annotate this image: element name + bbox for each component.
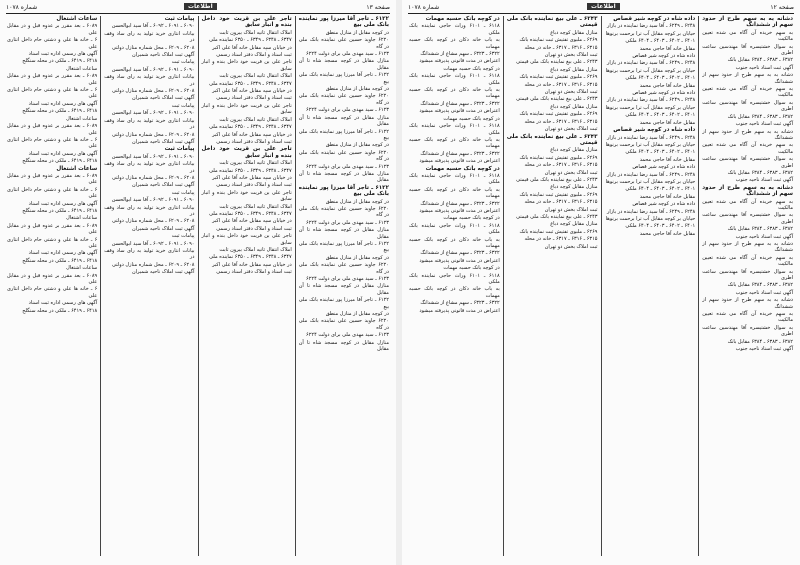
notice-paragraph: ۶۰۹۰ ـ ۶۰۹۱ ـ ۶۰۹۲ ـ آقا سید ابوالحسن xyxy=(111,66,195,73)
notice-paragraph: ۶۳۴۷ ـ ۶۳۴۸ ـ ۶۳۴۹ ـ ۶۳۵۰ نماینده ملی xyxy=(209,254,292,261)
notice-paragraph: منازل مقابل در کوچه مسجد شاه تا آن مقابل xyxy=(298,58,389,71)
notice-paragraph: آگهی های رسمی اداره ثبت اسناد xyxy=(28,300,98,307)
notice-paragraph: تاجر علی بن قربت خود داخل بنده و انبار سابق xyxy=(201,59,292,72)
columns xyxy=(4,16,392,556)
notice-paragraph: دشانه به به سهم طرح از حدود سهم از ششدانگ xyxy=(702,184,793,198)
notice-paragraph: ۶۲۰۸ ـ ۶۲۰۹ ـ محل شماره منازل دولتی xyxy=(112,261,195,268)
notice-paragraph: ثبت اسناد و املاک دفتر اسناد رسمی xyxy=(216,52,292,59)
notice-paragraph: آگهی ثبت اسناد ناحیه جنوب xyxy=(735,121,793,128)
notice-paragraph: ۶۲۴۸ ـ ۶۲۴۹ ـ آقا سید رضا نماینده در بازار xyxy=(606,23,696,30)
notice-paragraph: ۶۳۴۷ ـ ۶۳۴۸ ـ ۶۳۴۹ ـ ۶۳۵۰ نماینده ملی xyxy=(209,80,292,87)
notice-paragraph: ۶ ـ خانه ها علی و دشتی حام داخل انتاری علی xyxy=(7,236,98,249)
notice-paragraph: داده شاه در کوچه شیر قصاص xyxy=(632,53,696,60)
notice-paragraph: در کوچه مقابل از منازل منطق xyxy=(325,311,389,318)
page-number: صفحه ۱۲ xyxy=(770,4,794,11)
notice-paragraph: در کوچه مقابل از منازل منطق xyxy=(325,198,389,205)
notice-paragraph: ۶۱۲۲ ـ تاجر آقا میرزا پور نماینده بانک ملی بیع xyxy=(298,297,389,310)
text-column xyxy=(601,16,699,556)
notice-paragraph: ساعات اشتغال xyxy=(66,115,98,122)
notice-paragraph: ۶۱۲۲ ـ تاجر آقا میرزا پور نماینده بانک ملی بیع xyxy=(298,16,389,29)
issue-number: شماره ۱۰۷۸ xyxy=(6,4,38,11)
notice-paragraph: به باب خانه دکان در کوچه بانک حسبه مهمات xyxy=(409,136,500,150)
notice-paragraph: اعتراض در مدت قانونی پذیرفته میشود xyxy=(419,158,500,165)
notice-paragraph: اعتراض در مدت قانونی پذیرفته میشود xyxy=(419,257,500,264)
notice-paragraph: ثبت املاک بخش دو تهران xyxy=(544,52,598,59)
notice-paragraph: پیامات ثبت xyxy=(171,102,195,109)
notice-paragraph: ۶۲۶۹ ـ ملبوی تفتیش ثبت نماینده بانک xyxy=(519,74,598,81)
notice-paragraph: داده شاه در کوچه شیر قصاص xyxy=(632,90,696,97)
notice-paragraph: ۶۱۲۳ ـ سید مهدی ملی برای دولت ۶۲۲۴ xyxy=(306,332,389,339)
notice-paragraph: املاک انتقال ثانیه املاک بیرون ثابت xyxy=(219,203,292,210)
notice-paragraph: ۶۲۰۸ ـ ۶۲۰۹ ـ محل شماره منازل دولتی xyxy=(112,131,195,138)
notice-paragraph: منازل مقابل در کوچه مسجد شاه تا آن مقابل xyxy=(298,339,389,353)
notice-paragraph: دشانه به به سهم طرح از حدود سهم از ششدانگ xyxy=(702,72,793,85)
notice-paragraph: ۶۴۱۸ ـ ۶۴۱۹ ـ ملکی در محله سنگلج xyxy=(22,108,98,115)
notice-paragraph: ۶۳۴۷ ـ ۶۳۴۸ ـ ۶۳۴۹ ـ ۶۳۵۰ نماینده ملی xyxy=(209,167,292,174)
notice-paragraph: ۶ ـ خانه ها علی و دشتی حام داخل انتاری علی xyxy=(7,87,98,100)
notice-paragraph: ۶۳۱۵ ـ ۶۳۱۶ ـ ۶۳۱۷ ـ خانه در محله xyxy=(524,199,598,206)
notice-paragraph: ۶۱۱۸ ـ ۶۱۰۱ وراث حاجی نماینده بانک ملکی xyxy=(409,73,500,86)
notice-paragraph: منازل مقابل کوچه دباغ xyxy=(550,221,598,228)
notice-paragraph: ۶۲۲۰ جاوید حسین علی نماینده بانک ملی در گاه xyxy=(298,149,389,163)
notice-paragraph: ثبت اسناد و املاک دفتر اسناد رسمی xyxy=(216,269,292,276)
notice-paragraph: ۶۱۲۲ ـ تاجر آقا میرزا پور نماینده بانک ملی بیع xyxy=(298,72,389,85)
issue-number: شماره ۱۰۷۸ xyxy=(408,4,440,11)
notice-paragraph: ۶۳۲۲ ـ ۶۳۲۳ ـ سهم مشاع از ششدانگ xyxy=(420,51,500,58)
notice-paragraph: منازل مقابل در کوچه مسجد شاه تا آن مقابل xyxy=(298,170,389,184)
notice-paragraph: منازل مقابل در کوچه مسجد شاه تا آن مقابل xyxy=(298,227,389,240)
notice-paragraph: ثبت املاک بخش دو تهران xyxy=(544,169,598,176)
notice-paragraph: در خیابان سپه مقابل خانه آقا علی اکبر xyxy=(212,44,292,51)
notice-paragraph: ۶۱۱۸ ـ ۶۱۰۱ وراث حاجی نماینده بانک ملکی xyxy=(409,222,500,236)
notice-paragraph: املاک انتقال ثانیه املاک بیرون ثابت xyxy=(219,247,292,253)
notice-paragraph: ۶۲۲۰ جاوید حسین علی نماینده بانک ملی در گاه xyxy=(298,205,389,219)
notice-paragraph: ۶۴۰۱ ـ ۶۴۰۲ ـ ۶۴۰۳ ـ ۶۴۰۴ ملکی xyxy=(625,223,696,230)
notice-paragraph: ۶۲۴۳ ـ علی بیغ نماینده بانک ملی قیمتی xyxy=(506,133,598,146)
masthead: اطلاعات xyxy=(184,3,217,10)
notice-paragraph: منازل مقابل در کوچه مسجد شاه تا آن مقابل xyxy=(298,283,389,296)
notice-paragraph: آگهی ثبت اسناد ناحیه جنوب xyxy=(735,177,793,184)
notice-paragraph: داده شاه در کوچه شیر قصاص xyxy=(632,201,696,208)
notice-paragraph: ۶۳۸۲ ـ ۶۳۸۳ ـ ۶۳۸۴ مقابل بانک xyxy=(727,57,793,64)
notice-paragraph: آگهی ثبت املاک ناحیه شمیران xyxy=(131,225,195,232)
notice-paragraph: ۶۳۱۵ ـ ۶۳۱۶ ـ ۶۳۱۷ ـ خانه در محله xyxy=(524,118,598,125)
notice-paragraph: ۶۲۰۸ ـ ۶۲۰۹ ـ محل شماره منازل دولتی xyxy=(112,174,195,181)
notice-paragraph: آگهی ثبت املاک ناحیه شمیران xyxy=(131,52,195,59)
notice-paragraph: ۶۱۲۲ ـ تاجر آقا میرزا پور نماینده بانک ملی بیع xyxy=(298,128,389,141)
notice-paragraph: مقابل خانه آقا حاجی محمد xyxy=(639,156,696,163)
notice-paragraph: به باب خانه دکان در کوچه بانک حسبه مهمات xyxy=(409,186,500,200)
notice-paragraph: ۶۲۴۸ ـ ۶۲۴۹ ـ آقا سید رضا نماینده در بازار xyxy=(606,97,696,104)
notice-paragraph: منازل مقابل کوچه دباغ xyxy=(550,103,598,110)
notice-paragraph: تاجر علی بن قربت خود داخل بنده و انبار سابق xyxy=(201,16,292,29)
notice-paragraph: ۶۲۴۳ ـ علی بیغ نماینده بانک ملی قیمتی xyxy=(516,59,598,66)
notice-paragraph: به سوال خشتیسره آقا مهندسین ساعت اطری xyxy=(702,156,793,169)
notice-paragraph: ۶۰۸۹ ـ بعد مقرر بر عدوه قبل و در مقابل علی xyxy=(7,172,98,186)
notice-paragraph: ۶۱۲۳ ـ سید مهدی ملی برای دولت ۶۲۲۴ xyxy=(306,51,389,58)
notice-paragraph: تاجر علی بن قربت خود داخل بنده و انبار سابق xyxy=(201,189,292,203)
notice-paragraph: ۶۳۱۵ ـ ۶۳۱۶ ـ ۶۳۱۷ ـ خانه در محله xyxy=(524,81,598,88)
notice-paragraph: در کوچه بانک حسبه مهمات xyxy=(443,65,500,72)
notice-paragraph: آگهی ثبت اسناد ناحیه جنوب xyxy=(735,64,793,71)
text-column xyxy=(295,16,392,556)
notice-paragraph: آگهی های رسمی اداره ثبت اسناد xyxy=(28,51,98,58)
notice-paragraph: در کوچه بانک حسبه مهمات xyxy=(443,115,500,122)
notice-paragraph: ۶۰۸۹ ـ بعد مقرر بر عدوه قبل و در مقابل علی xyxy=(7,272,98,286)
notice-paragraph: ۶۰۹۰ ـ ۶۰۹۱ ـ ۶۰۹۲ ـ آقا سید ابوالحسن xyxy=(111,23,195,30)
notice-paragraph: پیامات ثبت xyxy=(171,189,195,196)
notice-paragraph: در کوچه بانک حسبه مهمات xyxy=(425,165,500,172)
notice-paragraph: ۶۰۹۰ ـ ۶۰۹۱ ـ ۶۰۹۲ ـ آقا سید ابوالحسن xyxy=(111,110,195,117)
notice-paragraph: حیابان بر کوچه مقابل آب ترا برحمت برنوها xyxy=(605,215,696,222)
notice-paragraph: ساعات اشتغال xyxy=(66,265,98,272)
notice-paragraph: ساعات اشتغال xyxy=(66,65,98,72)
notice-paragraph: منازل مقابل کوچه دباغ xyxy=(550,66,598,73)
notice-paragraph: آگهی های رسمی اداره ثبت اسناد xyxy=(28,100,98,107)
notice-paragraph: مقابل خانه آقا حاجی محمد xyxy=(639,45,696,52)
notice-paragraph: پیامات ثبت xyxy=(171,59,195,66)
text-column xyxy=(198,16,295,556)
notice-paragraph: در کوچه بانک حسبه مهمات xyxy=(443,215,500,222)
notice-paragraph: بیانات انتاری خرید تولید به رای ساد وقف در xyxy=(104,204,195,217)
columns xyxy=(406,16,796,556)
notice-paragraph: ۶۴۱۸ ـ ۶۴۱۹ ـ ملکی در محله سنگلج xyxy=(22,207,98,214)
notice-paragraph: آگهی ثبت اسناد ناحیه جنوب xyxy=(735,233,793,240)
notice-paragraph: در خیابان سپه مقابل خانه آقا علی اکبر xyxy=(212,88,292,95)
notice-paragraph: ۶ ـ خانه ها علی و دشتی حام داخل انتاری علی xyxy=(7,286,98,299)
notice-paragraph: به سهم خریده آن آگاه می شده تعیین مالکیت xyxy=(702,198,793,211)
notice-paragraph: حیابان بر کوچه مقابل آب ترا برحمت برنوها xyxy=(605,178,696,185)
notice-paragraph: دشانه به به سهم طرح از حدود سهم از ششدانگ xyxy=(702,128,793,141)
notice-paragraph: به سهم خریده آن آگاه می شده تعیین مالکیت xyxy=(702,311,793,324)
notice-paragraph: مقابل خانه آقا حاجی محمد xyxy=(639,230,696,237)
page-number: صفحه ۱۳ xyxy=(366,4,390,11)
notice-paragraph: ثبت املاک بخش دو تهران xyxy=(544,126,598,133)
notice-paragraph: ۶۳۱۵ ـ ۶۳۱۶ ـ ۶۳۱۷ ـ خانه در محله xyxy=(524,236,598,243)
notice-paragraph: ۶۳۸۲ ـ ۶۳۸۳ ـ ۶۳۸۴ مقابل بانک xyxy=(727,113,793,120)
notice-paragraph: ۶۴۰۱ ـ ۶۴۰۲ ـ ۶۴۰۳ ـ ۶۴۰۴ ملکی xyxy=(625,186,696,193)
notice-paragraph: ۶۰۹۰ ـ ۶۰۹۱ ـ ۶۰۹۲ ـ آقا سید ابوالحسن xyxy=(111,153,195,160)
notice-paragraph: ۶۳۲۲ ـ ۶۳۲۳ ـ سهم مشاع از ششدانگ xyxy=(420,100,500,107)
notice-paragraph: مقابل خانه آقا حاجی محمد xyxy=(639,82,696,89)
notice-paragraph: ۶۳۲۲ ـ ۶۳۲۳ ـ سهم مشاع از ششدانگ xyxy=(420,200,500,207)
notice-paragraph: ساعات اشتغال xyxy=(56,165,98,172)
notice-paragraph: ۶۰۸۹ ـ بعد مقرر بر عدوه قبل و در مقابل علی xyxy=(7,222,98,236)
notice-paragraph: در کوچه مقابل از منازل منطق xyxy=(325,29,389,36)
notice-paragraph: ۶۴۰۱ ـ ۶۴۰۲ ـ ۶۴۰۳ ـ ۶۴۰۴ ملکی xyxy=(625,149,696,156)
notice-paragraph: ۶۰۹۰ ـ ۶۰۹۱ ـ ۶۰۹۲ ـ آقا سید ابوالحسن xyxy=(111,197,195,204)
text-column xyxy=(406,16,503,556)
notice-paragraph: ۶۴۰۱ ـ ۶۴۰۲ ـ ۶۴۰۳ ـ ۶۴۰۴ ملکی xyxy=(625,112,696,119)
notice-paragraph: در کوچه مقابل از منازل منطق xyxy=(325,86,389,93)
left-page xyxy=(0,0,396,565)
notice-paragraph: تاجر علی بن قربت خود داخل بنده و انبار سابق xyxy=(201,146,292,159)
notice-paragraph: ۶۱۲۳ ـ سید مهدی ملی برای دولت ۶۲۲۴ xyxy=(306,163,389,170)
notice-paragraph: ۶۲۲۰ جاوید حسین علی نماینده بانک ملی در گاه xyxy=(298,37,389,50)
notice-paragraph: ۶۲۴۸ ـ ۶۲۴۹ ـ آقا سید رضا نماینده در بازار xyxy=(606,208,696,215)
notice-paragraph: پیامات ثبت xyxy=(171,233,195,240)
notice-paragraph: ۶۰۸۹ ـ بعد مقرر بر عدوه قبل و در مقابل علی xyxy=(7,23,98,36)
notice-paragraph: آگهی ثبت املاک ناحیه شمیران xyxy=(131,138,195,145)
masthead: اطلاعات xyxy=(587,3,620,10)
notice-paragraph: ۶۲۶۹ ـ ملبوی تفتیش ثبت نماینده بانک xyxy=(519,191,598,198)
notice-paragraph: در خیابان سپه مقابل خانه آقا علی اکبر xyxy=(212,261,292,268)
notice-paragraph: دشانه به به سهم طرح از حدود سهم از ششدانگ xyxy=(702,297,793,310)
notice-paragraph: در خیابان سپه مقابل خانه آقا علی اکبر xyxy=(212,131,292,138)
notice-paragraph: ۶۴۱۸ ـ ۶۴۱۹ ـ ملکی در محله سنگلج xyxy=(22,158,98,165)
notice-paragraph: در کوچه بانک حسبه مهمات xyxy=(425,16,500,22)
notice-paragraph: حیابان بر کوچه مقابل آب ترا برحمت برنوها xyxy=(605,67,696,74)
notice-paragraph: تاجر علی بن قربت خود داخل بنده و انبار سابق xyxy=(201,233,292,246)
notice-paragraph: آگهی های رسمی اداره ثبت اسناد xyxy=(28,250,98,257)
notice-paragraph: پیامات ثبت xyxy=(164,146,195,153)
notice-paragraph: مقابل خانه آقا حاجی محمد xyxy=(639,193,696,200)
notice-paragraph: ۶۱۲۲ ـ تاجر آقا میرزا پور نماینده بانک ملی بیع xyxy=(298,184,389,198)
notice-paragraph: به باب خانه دکان در کوچه بانک حسبه مهمات xyxy=(409,236,500,249)
notice-paragraph: ۶۴۱۸ ـ ۶۴۱۹ ـ ملکی در محله سنگلج xyxy=(22,58,98,65)
notice-paragraph: بیانات انتاری خرید تولید به رای ساد وقف در xyxy=(104,74,195,87)
notice-paragraph: ۶۳۸۲ ـ ۶۳۸۳ ـ ۶۳۸۴ مقابل بانک xyxy=(727,226,793,233)
notice-paragraph: ساعات اشتغال xyxy=(56,16,98,22)
notice-paragraph: ۶۲۴۳ ـ علی بیغ نماینده بانک ملی قیمتی xyxy=(516,213,598,220)
notice-paragraph: املاک انتقال ثانیه املاک بیرون ثابت xyxy=(219,160,292,167)
notice-paragraph: ۶۱۲۳ ـ سید مهدی ملی برای دولت ۶۲۲۴ xyxy=(306,107,389,114)
notice-paragraph: بیانات انتاری خرید تولید به رای ساد وقف در xyxy=(104,30,195,44)
notice-paragraph: منازل مقابل کوچه دباغ xyxy=(550,147,598,154)
notice-paragraph: ۶ ـ خانه ها علی و دشتی حام داخل انتاری علی xyxy=(7,136,98,150)
notice-paragraph: ۶۲۴۳ ـ علی بیغ نماینده بانک ملی قیمتی xyxy=(516,96,598,103)
notice-paragraph: آگهی های رسمی اداره ثبت اسناد xyxy=(28,200,98,207)
notice-paragraph: در کوچه مقابل از منازل منطق xyxy=(325,254,389,261)
notice-paragraph: به سهم خریده آن آگاه می شده تعیین مالکیت xyxy=(702,142,793,155)
notice-paragraph: ۶۳۲۲ ـ ۶۳۲۳ ـ سهم مشاع از ششدانگ xyxy=(420,300,500,307)
notice-paragraph: به سوال خشتیسره آقا مهندسین ساعت اطری xyxy=(702,324,793,338)
notice-paragraph: ۶۲۴۸ ـ ۶۲۴۹ ـ آقا سید رضا نماینده در بازار xyxy=(606,60,696,67)
notice-paragraph: به سوال خشتیسره آقا مهندسین ساعت اطری xyxy=(702,212,793,225)
notice-paragraph: حیابان بر کوچه مقابل آب ترا برحمت برنوها xyxy=(605,104,696,111)
page-header xyxy=(408,3,794,14)
notice-paragraph: ساعات اشتغال xyxy=(66,215,98,222)
notice-paragraph: به سهم خریده آن آگاه می شده تعیین مالکیت xyxy=(702,86,793,99)
notice-paragraph: به سوال خشتیسره آقا مهندسین ساعت اطری xyxy=(702,268,793,282)
notice-paragraph: ۶۲۰۸ ـ ۶۲۰۹ ـ محل شماره منازل دولتی xyxy=(112,218,195,225)
notice-paragraph: به باب خانه دکان در کوچه بانک حسبه مهمات xyxy=(409,87,500,100)
notice-paragraph: بیانات انتاری خرید تولید به رای ساد وقف در xyxy=(104,248,195,261)
notice-paragraph: حیابان بر کوچه مقابل آب ترا برحمت برنوها xyxy=(605,141,696,148)
notice-paragraph: ۶۴۱۸ ـ ۶۴۱۹ ـ ملکی در محله سنگلج xyxy=(22,307,98,314)
notice-paragraph: ۶۱۲۳ ـ سید مهدی ملی برای دولت ۶۲۲۴ xyxy=(306,276,389,283)
notice-paragraph: ۶۱۲۳ ـ سید مهدی ملی برای دولت ۶۲۲۴ xyxy=(306,219,389,226)
notice-paragraph: به سهم خریده آن آگاه می شده تعیین مالکیت xyxy=(702,254,793,268)
notice-paragraph: ۶۱۱۸ ـ ۶۱۰۱ وراث حاجی نماینده بانک ملکی xyxy=(409,123,500,136)
notice-paragraph: ۶۳۱۵ ـ ۶۳۱۶ ـ ۶۳۱۷ ـ خانه در محله xyxy=(524,44,598,51)
notice-paragraph: ۶۲۲۰ جاوید حسین علی نماینده بانک ملی در گاه xyxy=(298,262,389,275)
notice-paragraph: حیابان بر کوچه مقابل آب ترا برحمت برنوها xyxy=(605,30,696,37)
text-column xyxy=(4,16,100,556)
notice-paragraph: داده شاه در کوچه شیر قصاص xyxy=(613,16,696,22)
notice-paragraph: بیانات انتاری خرید تولید به رای ساد وقف در xyxy=(104,161,195,174)
notice-paragraph: ۶ ـ خانه ها علی و دشتی حام داخل انتاری علی xyxy=(7,186,98,200)
right-page xyxy=(402,0,800,565)
notice-paragraph: ۶۱۱۸ ـ ۶۱۰۱ وراث حاجی نماینده بانک ملکی xyxy=(409,23,500,36)
notice-paragraph: ۶۳۲۲ ـ ۶۳۲۳ ـ سهم مشاع از ششدانگ xyxy=(420,150,500,157)
notice-paragraph: ۶۰۹۰ ـ ۶۰۹۱ ـ ۶۰۹۲ ـ آقا سید ابوالحسن xyxy=(111,240,195,247)
notice-paragraph: ۶۳۸۲ ـ ۶۳۸۳ ـ ۶۳۸۴ مقابل بانک xyxy=(727,169,793,176)
notice-paragraph: در خیابان سپه مقابل خانه آقا علی اکبر xyxy=(212,218,292,225)
notice-paragraph: ثبت املاک بخش دو تهران xyxy=(544,206,598,213)
notice-paragraph: ۶۳۲۲ ـ ۶۳۲۳ ـ سهم مشاع از ششدانگ xyxy=(420,250,500,257)
notice-paragraph: در کوچه بانک حسبه مهمات xyxy=(443,265,500,272)
notice-paragraph: تاجر علی بن قربت خود داخل بنده و انبار سابق xyxy=(201,102,292,116)
notice-paragraph: منازل مقابل کوچه دباغ xyxy=(550,29,598,36)
notice-paragraph: ۶۳۱۵ ـ ۶۳۱۶ ـ ۶۳۱۷ ـ خانه در محله xyxy=(524,162,598,169)
notice-paragraph: ۶۰۸۹ ـ بعد مقرر بر عدوه قبل و در مقابل علی xyxy=(7,123,98,136)
notice-paragraph: ثبت اسناد و املاک دفتر اسناد رسمی xyxy=(216,95,292,102)
notice-paragraph: ۶۱۱۸ ـ ۶۱۰۱ وراث حاجی نماینده بانک ملکی xyxy=(409,172,500,186)
text-column xyxy=(100,16,197,556)
notice-paragraph: ۶۲۴۸ ـ ۶۲۴۹ ـ آقا سید رضا نماینده در بازار xyxy=(606,171,696,178)
notice-paragraph: ۶۲۴۸ ـ ۶۲۴۹ ـ آقا سید رضا نماینده در بازار xyxy=(606,134,696,141)
notice-paragraph: املاک انتقال ثانیه املاک بیرون ثابت xyxy=(219,116,292,123)
notice-paragraph: به باب خانه دکان در کوچه بانک حسبه مهمات xyxy=(409,286,500,299)
notice-paragraph: ثبت اسناد و املاک دفتر اسناد رسمی xyxy=(216,138,292,145)
notice-paragraph: ۶۳۸۲ ـ ۶۳۸۳ ـ ۶۳۸۴ مقابل بانک xyxy=(727,338,793,345)
notice-paragraph: ۶۲۴۳ ـ علی بیغ نماینده بانک ملی قیمتی xyxy=(506,16,598,29)
notice-paragraph: آگهی ثبت املاک ناحیه شمیران xyxy=(131,182,195,189)
notice-paragraph: به سهم خریده آن آگاه می شده تعیین مالکیت xyxy=(702,29,793,43)
notice-paragraph: ثبت اسناد و املاک دفتر اسناد رسمی xyxy=(216,182,292,189)
notice-paragraph: اعتراض در مدت قانونی پذیرفته میشود xyxy=(419,58,500,65)
notice-paragraph: ۶۴۰۱ ـ ۶۴۰۲ ـ ۶۴۰۳ ـ ۶۴۰۴ ملکی xyxy=(625,75,696,82)
notice-paragraph: ۶۲۲۰ جاوید حسین علی نماینده بانک ملی در گاه xyxy=(298,93,389,106)
notice-paragraph: منازل مقابل در کوچه مسجد شاه تا آن مقابل xyxy=(298,114,389,128)
notice-paragraph: در کوچه مقابل از منازل منطق xyxy=(325,142,389,149)
notice-paragraph: آگهی ثبت املاک ناحیه شمیران xyxy=(131,95,195,102)
notice-paragraph: اعتراض در مدت قانونی پذیرفته میشود xyxy=(419,207,500,214)
notice-paragraph: ثبت املاک بخش دو تهران xyxy=(544,89,598,96)
notice-paragraph: آگهی ثبت اسناد ناحیه جنوب xyxy=(735,346,793,353)
notice-paragraph: آگهی ثبت املاک ناحیه شمیران xyxy=(131,269,195,276)
notice-paragraph: آگهی های رسمی اداره ثبت اسناد xyxy=(28,150,98,157)
notice-paragraph: بیانات انتاری خرید تولید به رای ساد وقف در xyxy=(104,117,195,131)
notice-paragraph: ۶۳۴۷ ـ ۶۳۴۸ ـ ۶۳۴۹ ـ ۶۳۵۰ نماینده ملی xyxy=(209,37,292,44)
notice-paragraph: ثبت اسناد و املاک دفتر اسناد رسمی xyxy=(216,225,292,232)
notice-paragraph: ۶۳۴۷ ـ ۶۳۴۸ ـ ۶۳۴۹ ـ ۶۳۵۰ نماینده ملی xyxy=(209,210,292,217)
notice-paragraph: به سوال خشتیسره آقا مهندسین ساعت اطری xyxy=(702,99,793,113)
notice-paragraph: ثبت املاک بخش دو تهران xyxy=(544,243,598,250)
notice-paragraph: مقابل خانه آقا حاجی محمد xyxy=(639,119,696,126)
notice-paragraph: اعتراض در مدت قانونی پذیرفته میشود xyxy=(419,108,500,115)
notice-paragraph: ۶۲۶۹ ـ ملبوی تفتیش ثبت نماینده بانک xyxy=(519,111,598,118)
notice-paragraph: املاک انتقال ثانیه املاک بیرون ثابت xyxy=(219,73,292,80)
notice-paragraph: ۶۳۴۷ ـ ۶۳۴۸ ـ ۶۳۴۹ ـ ۶۳۵۰ نماینده ملی xyxy=(209,124,292,131)
notice-paragraph: دشانه به به سهم طرح از حدود سهم از ششدانگ xyxy=(702,241,793,254)
notice-paragraph: ۶۲۴۳ ـ علی بیغ نماینده بانک ملی قیمتی xyxy=(516,176,598,183)
notice-paragraph: آگهی ثبت اسناد ناحیه جنوب xyxy=(735,289,793,296)
notice-paragraph: دشانه به به سهم طرح از حدود سهم از ششدانگ xyxy=(702,16,793,29)
notice-paragraph: ۶۳۸۲ ـ ۶۳۸۳ ـ ۶۳۸۴ مقابل بانک xyxy=(727,282,793,289)
notice-paragraph: در خیابان سپه مقابل خانه آقا علی اکبر xyxy=(212,174,292,181)
notice-paragraph: ۶۲۶۹ ـ ملبوی تفتیش ثبت نماینده بانک xyxy=(519,154,598,161)
notice-paragraph: ۶۲۶۹ ـ ملبوی تفتیش ثبت نماینده بانک xyxy=(519,37,598,44)
notice-paragraph: منازل مقابل کوچه دباغ xyxy=(550,184,598,191)
notice-paragraph: پیامات ثبت xyxy=(164,16,195,22)
notice-paragraph: داده شاه در کوچه شیر قصاص xyxy=(632,164,696,171)
text-column xyxy=(503,16,601,556)
notice-paragraph: اعتراض در مدت قانونی پذیرفته میشود xyxy=(419,307,500,314)
notice-paragraph: ۶۲۰۸ ـ ۶۲۰۹ ـ محل شماره منازل دولتی xyxy=(112,88,195,95)
notice-paragraph: داده شاه در کوچه شیر قصاص xyxy=(613,127,696,134)
notice-paragraph: ۶ ـ خانه ها علی و دشتی حام داخل انتاری علی xyxy=(7,37,98,50)
notice-paragraph: به باب خانه دکان در کوچه بانک حسبه مهمات xyxy=(409,37,500,50)
notice-paragraph: املاک انتقال ثانیه املاک بیرون ثابت xyxy=(219,29,292,36)
notice-paragraph: ۶۲۰۸ ـ ۶۲۰۹ ـ محل شماره منازل دولتی xyxy=(112,44,195,51)
notice-paragraph: ۶۱۱۸ ـ ۶۱۰۱ وراث حاجی نماینده بانک ملکی xyxy=(409,272,500,286)
notice-paragraph: ۶۲۲۰ جاوید حسین علی نماینده بانک ملی در گاه xyxy=(298,318,389,331)
notice-paragraph: ۶۲۶۹ ـ ملبوی تفتیش ثبت نماینده بانک xyxy=(519,228,598,235)
notice-paragraph: ۶۴۱۸ ـ ۶۴۱۹ ـ ملکی در محله سنگلج xyxy=(22,257,98,264)
notice-paragraph: به سوال خشتیسره آقا مهندسین ساعت اطری xyxy=(702,43,793,57)
notice-paragraph: ۶۰۸۹ ـ بعد مقرر بر عدوه قبل و در مقابل علی xyxy=(7,73,98,86)
notice-paragraph: ۶۴۰۱ ـ ۶۴۰۲ ـ ۶۴۰۳ ـ ۶۴۰۴ ملکی xyxy=(625,38,696,45)
page-header xyxy=(6,3,390,14)
notice-paragraph: ۶۱۲۲ ـ تاجر آقا میرزا پور نماینده بانک ملی بیع xyxy=(298,241,389,254)
text-column xyxy=(698,16,796,556)
